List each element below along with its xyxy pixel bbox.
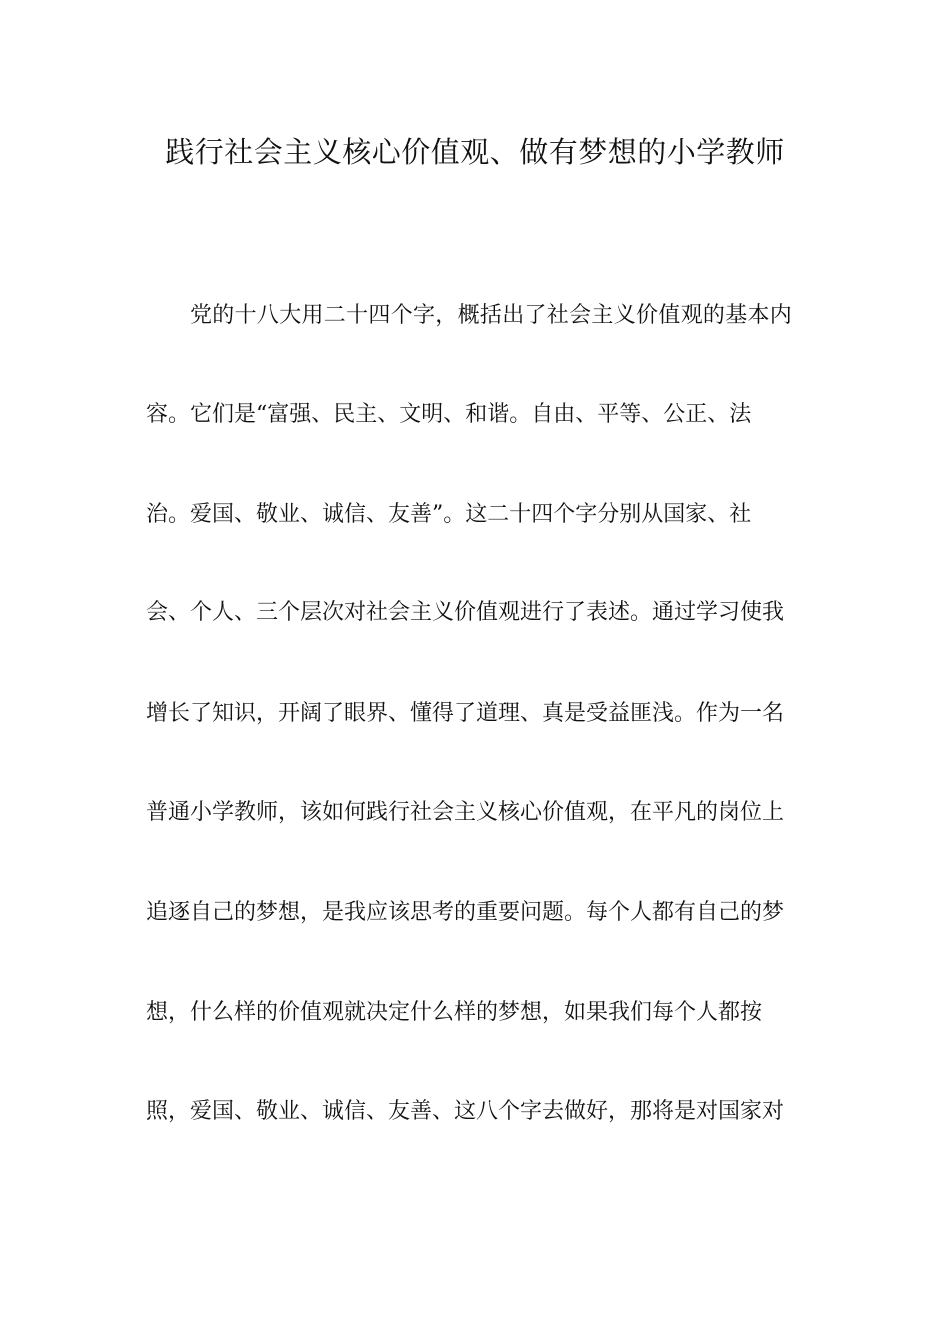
body-line-4: 会、个人、三个层次对社会主义价值观进行了表述。通过学习使我 xyxy=(146,600,785,625)
body-line-8: 想，什么样的价值观就决定什么样的梦想，如果我们每个人都按 xyxy=(146,1000,763,1025)
body-line-6: 普通小学教师，该如何践行社会主义核心价值观，在平凡的岗位上 xyxy=(146,800,785,825)
body-line-2: 容。它们是“富强、民主、文明、和谐。自由、平等、公正、法 xyxy=(146,402,752,427)
body-line-1: 党的十八大用二十四个字，概括出了社会主义价值观的基本内 xyxy=(190,303,793,328)
body-line-3: 治。爱国、敬业、诚信、友善”。这二十四个字分别从国家、社 xyxy=(146,502,752,527)
document-title: 践行社会主义核心价值观、做有梦想的小学教师 xyxy=(165,135,785,169)
body-line-7: 追逐自己的梦想，是我应该思考的重要问题。每个人都有自己的梦 xyxy=(146,900,785,925)
body-line-9: 照，爱国、敬业、诚信、友善、这八个字去做好，那将是对国家对 xyxy=(146,1099,785,1124)
body-line-5: 增长了知识，开阔了眼界、懂得了道理、真是受益匪浅。作为一名 xyxy=(146,701,785,726)
